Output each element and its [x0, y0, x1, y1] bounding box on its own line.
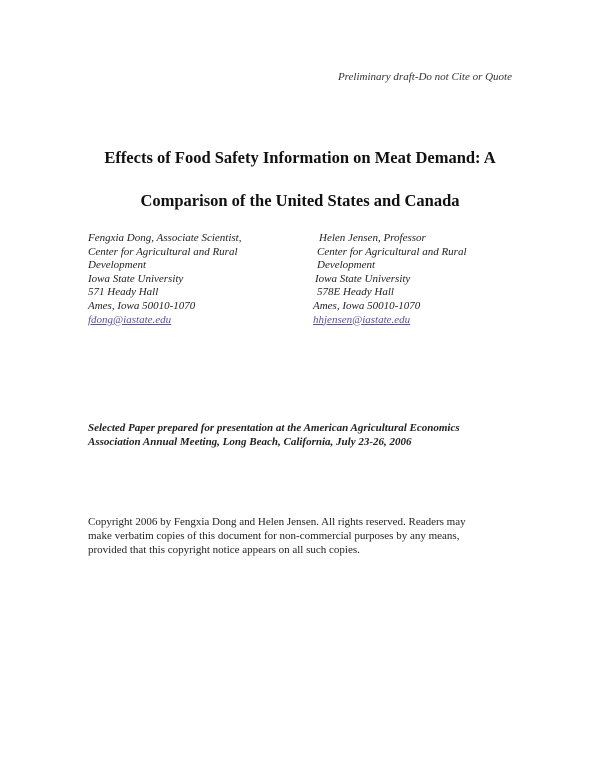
conference-note-line-2: Association Annual Meeting, Long Beach, California, July 23-26, 2006	[88, 436, 412, 448]
author-block-jensen	[313, 232, 467, 327]
title-line-2: Comparison of the United States and Canada	[140, 191, 460, 210]
author-university: Iowa State University	[88, 272, 184, 285]
author-city: Ames, Iowa 50010-1070	[313, 299, 421, 312]
author-name-title: Helen Jensen, Professor	[319, 232, 426, 244]
author-city: Ames, Iowa 50010-1070	[88, 299, 196, 312]
conference-note-line-1: Selected Paper prepared for presentation at the American Agricultural Economics	[88, 422, 460, 434]
paper-title	[60, 136, 540, 222]
author-university: Iowa State University	[315, 272, 411, 285]
author-office: 578E Heady Hall	[317, 286, 394, 299]
author-center-line-1: Center for Agricultural and Rural	[88, 245, 238, 258]
author-center-line-1: Center for Agricultural and Rural	[317, 245, 467, 258]
author-name-title: Fengxia Dong, Associate Scientist,	[88, 232, 242, 244]
author-office: 571 Heady Hall	[88, 286, 159, 299]
draft-notice: Preliminary draft-Do not Cite or Quote	[337, 71, 512, 83]
title-line-1: Effects of Food Safety Information on Meat Demand: A	[104, 148, 496, 167]
conference-note	[88, 421, 518, 449]
author-center-line-2: Development	[88, 259, 147, 272]
author-email-link[interactable]: hhjensen@iastate.edu	[313, 313, 411, 326]
author-email-link[interactable]: fdong@iastate.edu	[88, 313, 172, 326]
author-block-dong	[88, 232, 241, 327]
copyright-line-2: make verbatim copies of this document for non-commercial purposes by any means,	[88, 530, 460, 542]
author-center-line-2: Development	[317, 259, 376, 272]
copyright-line-3: provided that this copyright notice appears on all such copies.	[88, 544, 360, 556]
copyright-line-1: Copyright 2006 by Fengxia Dong and Helen Jensen. All rights reserved. Readers may	[88, 516, 466, 528]
copyright-notice	[88, 515, 518, 557]
